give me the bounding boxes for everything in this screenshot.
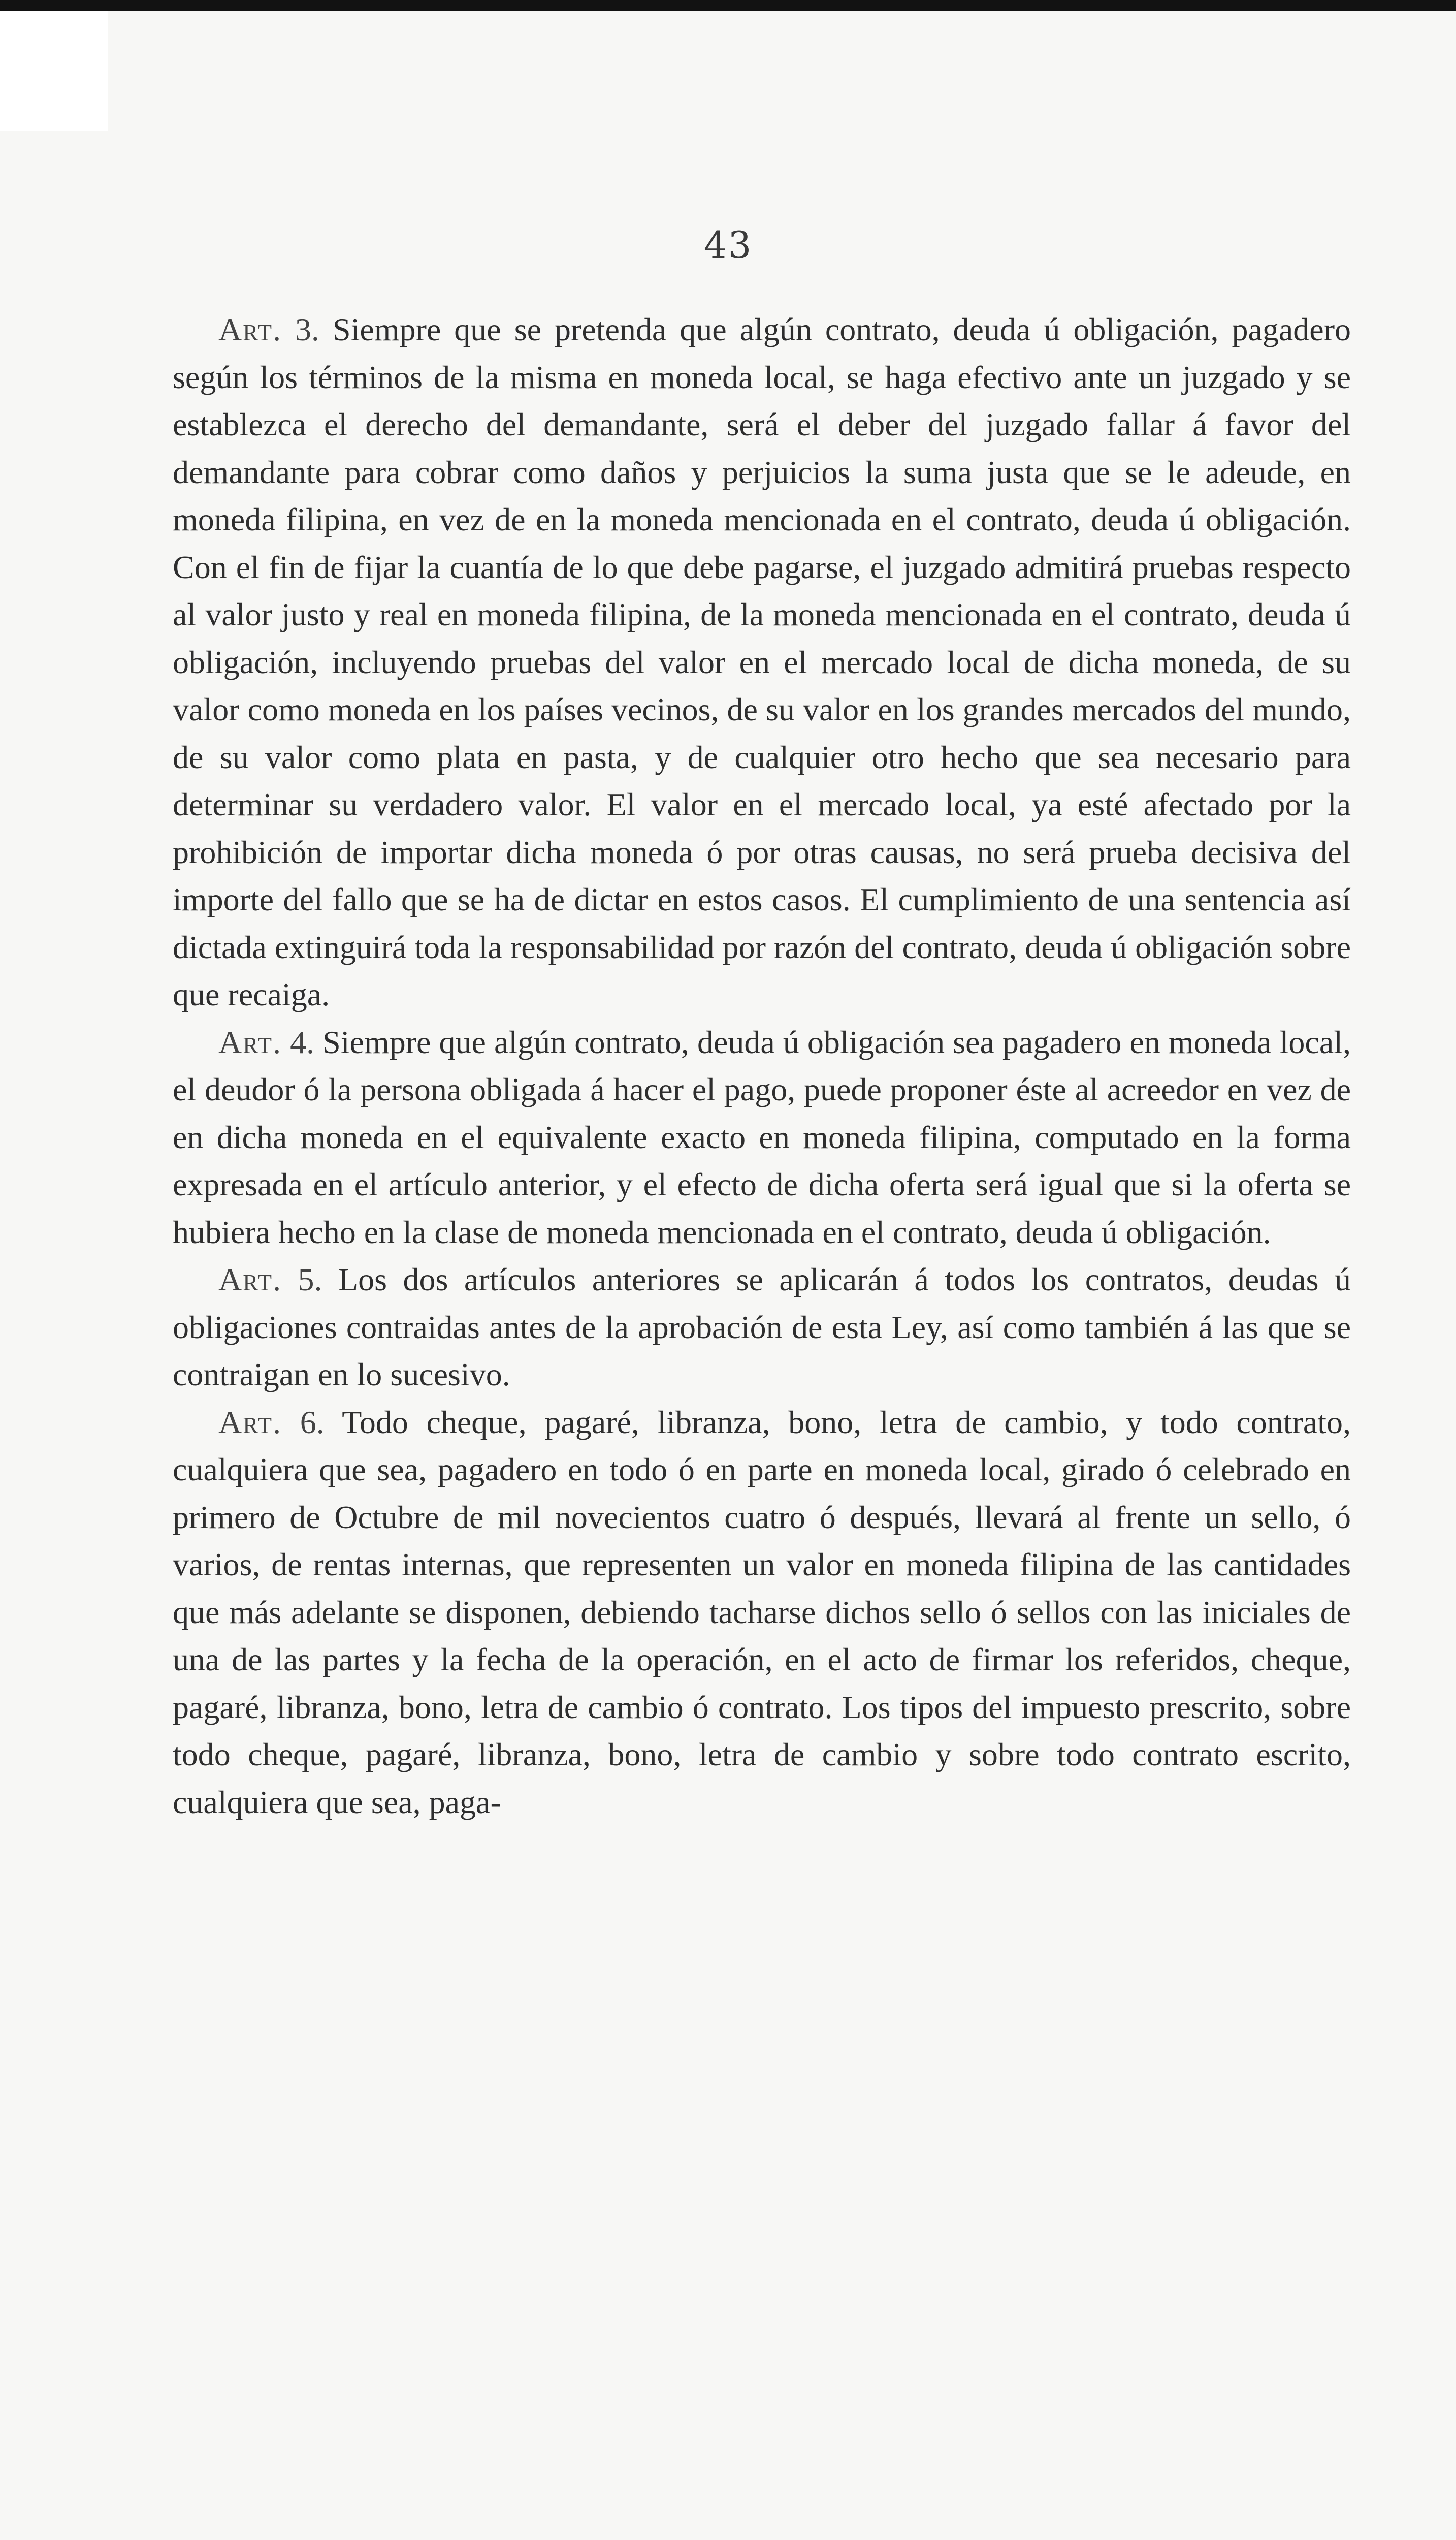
top-scan-edge [0,0,1456,11]
article-label: Art. [218,1024,282,1060]
article-body: Siempre que se pretenda que algún contrato, deuda ú obligación, pagadero según los términos de la misma en moneda local, se haga efectivo ante un juzgado y se establezca el derecho del demandante, será el deber del juzgado fallar á favor del demandante para cobrar como daños y perjuicios la suma justa que se le adeude, en moneda filipina, en vez de en la moneda mencionada en el contrato, deuda ú obligación. Con el fin de fijar la cuantía de lo que debe pagarse, el juzgado admitirá pruebas respecto al valor justo y real en moneda filipina, de la moneda mencionada en el contrato, deuda ú obligación, incluyendo pruebas del valor en el mercado local de dicha moneda, de su valor como moneda en los países vecinos, de su valor en los grandes mercados del mundo, de su valor como plata en pasta, y de cualquier otro hecho que sea necesario para determinar su verdadero valor. El valor en el mercado local, ya esté afectado por la prohibición de importar dicha moneda ó por otras causas, no será prueba decisiva del importe del fallo que se ha de dictar en estos casos. El cumplimiento de una sentencia así dictada extinguirá toda la responsabilidad por razón del contrato, deuda ú obligación sobre que recaiga. [173,311,1351,1012]
article-body: Los dos artículos anteriores se aplicarán á todos los contratos, deudas ú obligaciones contraidas antes de la aprobación de esta Ley, así como también á las que se contraigan en lo sucesivo. [173,1261,1351,1392]
article-number: 3. [295,311,320,347]
article-body: Siempre que algún contrato, deuda ú obligación sea pagadero en moneda local, el deudor ó la persona obligada á hacer el pago, puede proponer éste al acreedor en vez de en dicha moneda en el equivalente exacto en moneda filipina, computado en la forma expresada en el artículo anterior, y el efecto de dicha oferta será igual que si la oferta se hubiera hecho en la clase de moneda mencionada en el contrato, deuda ú obligación. [173,1024,1351,1250]
article-number: 6. [300,1404,325,1440]
article-number: 4. [290,1024,315,1060]
book-page [0,11,1456,2540]
article-number: 5. [298,1261,322,1297]
scan-corner-patch [0,11,108,131]
article-5 [173,1256,1351,1399]
article-text-block [173,306,1351,1826]
article-4 [173,1019,1351,1256]
article-label: Art. [218,311,282,347]
article-3 [173,306,1351,1019]
article-label: Art. [218,1404,282,1440]
article-body: Todo cheque, pagaré, libranza, bono, letra de cambio, y todo contrato, cualquiera que sea, pagadero en todo ó en parte en moneda local, girado ó celebrado en primero de Octubre de mil novecientos cuatro ó después, llevará al frente un sello, ó varios, de rentas internas, que representen un valor en moneda filipina de las cantidades que más adelante se disponen, debiendo tacharse dichos sello ó sellos con las iniciales de una de las partes y la fecha de la operación, en el acto de firmar los referidos, cheque, pagaré, libranza, bono, letra de cambio ó contrato. Los tipos del impuesto prescrito, sobre todo cheque, pagaré, libranza, bono, letra de cambio y sobre todo contrato escrito, cualquiera que sea, paga- [173,1404,1351,1820]
article-6 [173,1399,1351,1826]
page-number: 43 [703,224,753,266]
article-label: Art. [218,1261,282,1297]
